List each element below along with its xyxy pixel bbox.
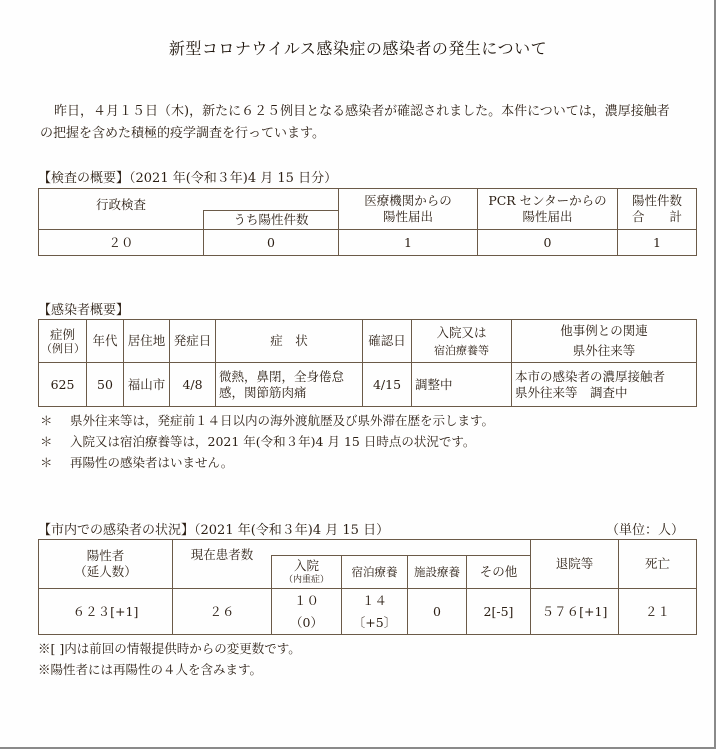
table-row	[39, 363, 697, 407]
header-facility: 施設療養	[408, 556, 467, 589]
cases-table	[38, 319, 697, 407]
status-header-row	[39, 540, 697, 556]
status-section-label: 【市内での感染者の状況】（2021 年(令和３年)4 月 15 日）	[38, 523, 390, 538]
value-hospital-main: １０	[293, 592, 319, 608]
note-text: 再陽性の感染者はいません。	[70, 455, 234, 470]
note-item	[40, 452, 494, 473]
header-relation-line2: 県外往来等	[572, 343, 636, 358]
cell-hospital: 調整中	[412, 363, 512, 407]
header-case	[39, 320, 87, 363]
header-discharged: 退院等	[531, 540, 619, 589]
header-positive-line1: 陽性者	[86, 548, 125, 563]
value-hospital-sub: （0）	[290, 614, 323, 630]
header-positive-line2: （延人数）	[74, 564, 137, 579]
header-relation-line1: 他事例との関連	[560, 323, 648, 338]
header-current	[173, 546, 272, 589]
testing-data-row	[39, 230, 697, 256]
value-admin-positive: 0	[204, 230, 339, 256]
cell-confirmed: 4/15	[363, 363, 412, 407]
value-total: 1	[618, 230, 697, 256]
value-other: 2[-5]	[467, 589, 531, 635]
header-pcr-line1: PCR センターからの	[488, 193, 607, 208]
note-mark: ＊	[40, 413, 53, 428]
status-data-row	[39, 589, 697, 635]
header-hospital-sub: （内重症）	[283, 575, 329, 585]
cell-onset: 4/8	[170, 363, 216, 407]
header-hospital	[272, 556, 342, 589]
status-footnotes	[38, 638, 301, 680]
footnote: ※陽性者には再陽性の４人を含みます。	[38, 662, 263, 677]
intro-text: 昨日，４月１５日（木)，新たに６２５例目となる感染者が確認されました。本件については，濃厚接触者の把握を含めた積極的疫学調査を行っています。	[40, 104, 670, 141]
header-hospital-text: 入院	[293, 558, 319, 573]
header-medical	[339, 189, 478, 230]
header-case-line1: 症例	[49, 327, 75, 342]
note-mark: ＊	[40, 434, 53, 449]
value-positive: ６２３[+1]	[39, 589, 173, 635]
header-age: 年代	[87, 320, 124, 363]
cell-relation	[512, 363, 697, 407]
header-pcr-line2: 陽性届出	[522, 209, 573, 224]
status-table	[38, 539, 697, 635]
value-pcr: 0	[478, 230, 618, 256]
header-hospital-line1: 入院又は	[436, 325, 487, 340]
cell-age: 50	[87, 363, 124, 407]
value-admin: ２０	[39, 230, 204, 256]
note-item	[40, 410, 494, 431]
value-hotel	[342, 589, 408, 635]
value-hotel-sub: 〔+5〕	[352, 614, 397, 630]
cell-symptoms: 微熱，鼻閉，全身倦怠感，関節筋肉痛	[216, 363, 363, 407]
value-medical: 1	[339, 230, 478, 256]
header-confirmed: 確認日	[363, 320, 412, 363]
cases-section-label: 【感染者概要】	[38, 303, 130, 318]
header-relation	[512, 320, 697, 363]
intro-paragraph	[40, 101, 680, 145]
value-hospital	[272, 589, 342, 635]
header-residence: 居住地	[124, 320, 170, 363]
header-onset: 発症日	[170, 320, 216, 363]
note-text: 入院又は宿泊療養等は，2021 年(令和３年)4 月 15 日時点の状況です。	[70, 434, 476, 449]
note-text: 県外往来等は，発症前１４日以内の海外渡航歴及び県外滞在歴を示します。	[70, 413, 495, 428]
header-positive	[39, 540, 173, 589]
cell-relation-line1: 本市の感染者の濃厚接触者	[515, 368, 666, 384]
header-admin-positive: うち陽性件数	[204, 211, 339, 230]
header-medical-line1: 医療機関からの	[364, 193, 452, 208]
header-hotel: 宿泊療養	[342, 556, 408, 589]
cell-relation-line2: 県外往来等 調査中	[515, 384, 628, 400]
cell-residence: 福山市	[124, 363, 170, 407]
header-total-line1: 陽性件数	[631, 193, 682, 208]
footnote: ※[ ]内は前回の情報提供時からの変更数です。	[38, 641, 301, 656]
value-current: ２６	[173, 589, 272, 635]
cell-case: 625	[39, 363, 87, 407]
cases-header-row	[39, 320, 697, 363]
header-pcr	[478, 189, 618, 230]
header-total	[618, 189, 697, 230]
unit-label: （単位：人）	[605, 523, 684, 538]
header-case-line2: （例目）	[41, 342, 85, 355]
header-other: その他	[467, 556, 531, 589]
header-hospital-line2: 宿泊療養等	[434, 344, 489, 357]
header-symptoms: 症 状	[216, 320, 363, 363]
value-deaths: ２１	[619, 589, 697, 635]
header-admin-label	[39, 196, 204, 230]
value-hotel-main: １４	[361, 592, 387, 608]
header-medical-line2: 陽性届出	[382, 209, 433, 224]
value-facility: 0	[408, 589, 467, 635]
header-hospital	[412, 320, 512, 363]
page-title: 新型コロナウイルス感染症の感染者の発生について	[168, 39, 548, 58]
cases-notes	[40, 410, 494, 473]
note-item	[40, 431, 494, 452]
header-current-text: 現在患者数	[190, 546, 254, 562]
header-total-line2: 合 計	[631, 209, 682, 224]
value-discharged: ５７６[+1]	[531, 589, 619, 635]
testing-table	[38, 188, 697, 256]
header-deaths: 死亡	[619, 540, 697, 589]
header-admin-text: 行政検査	[95, 196, 146, 212]
testing-section-label: 【検査の概要】（2021 年(令和３年)4 月 15 日分）	[38, 171, 338, 186]
note-mark: ＊	[40, 455, 53, 470]
